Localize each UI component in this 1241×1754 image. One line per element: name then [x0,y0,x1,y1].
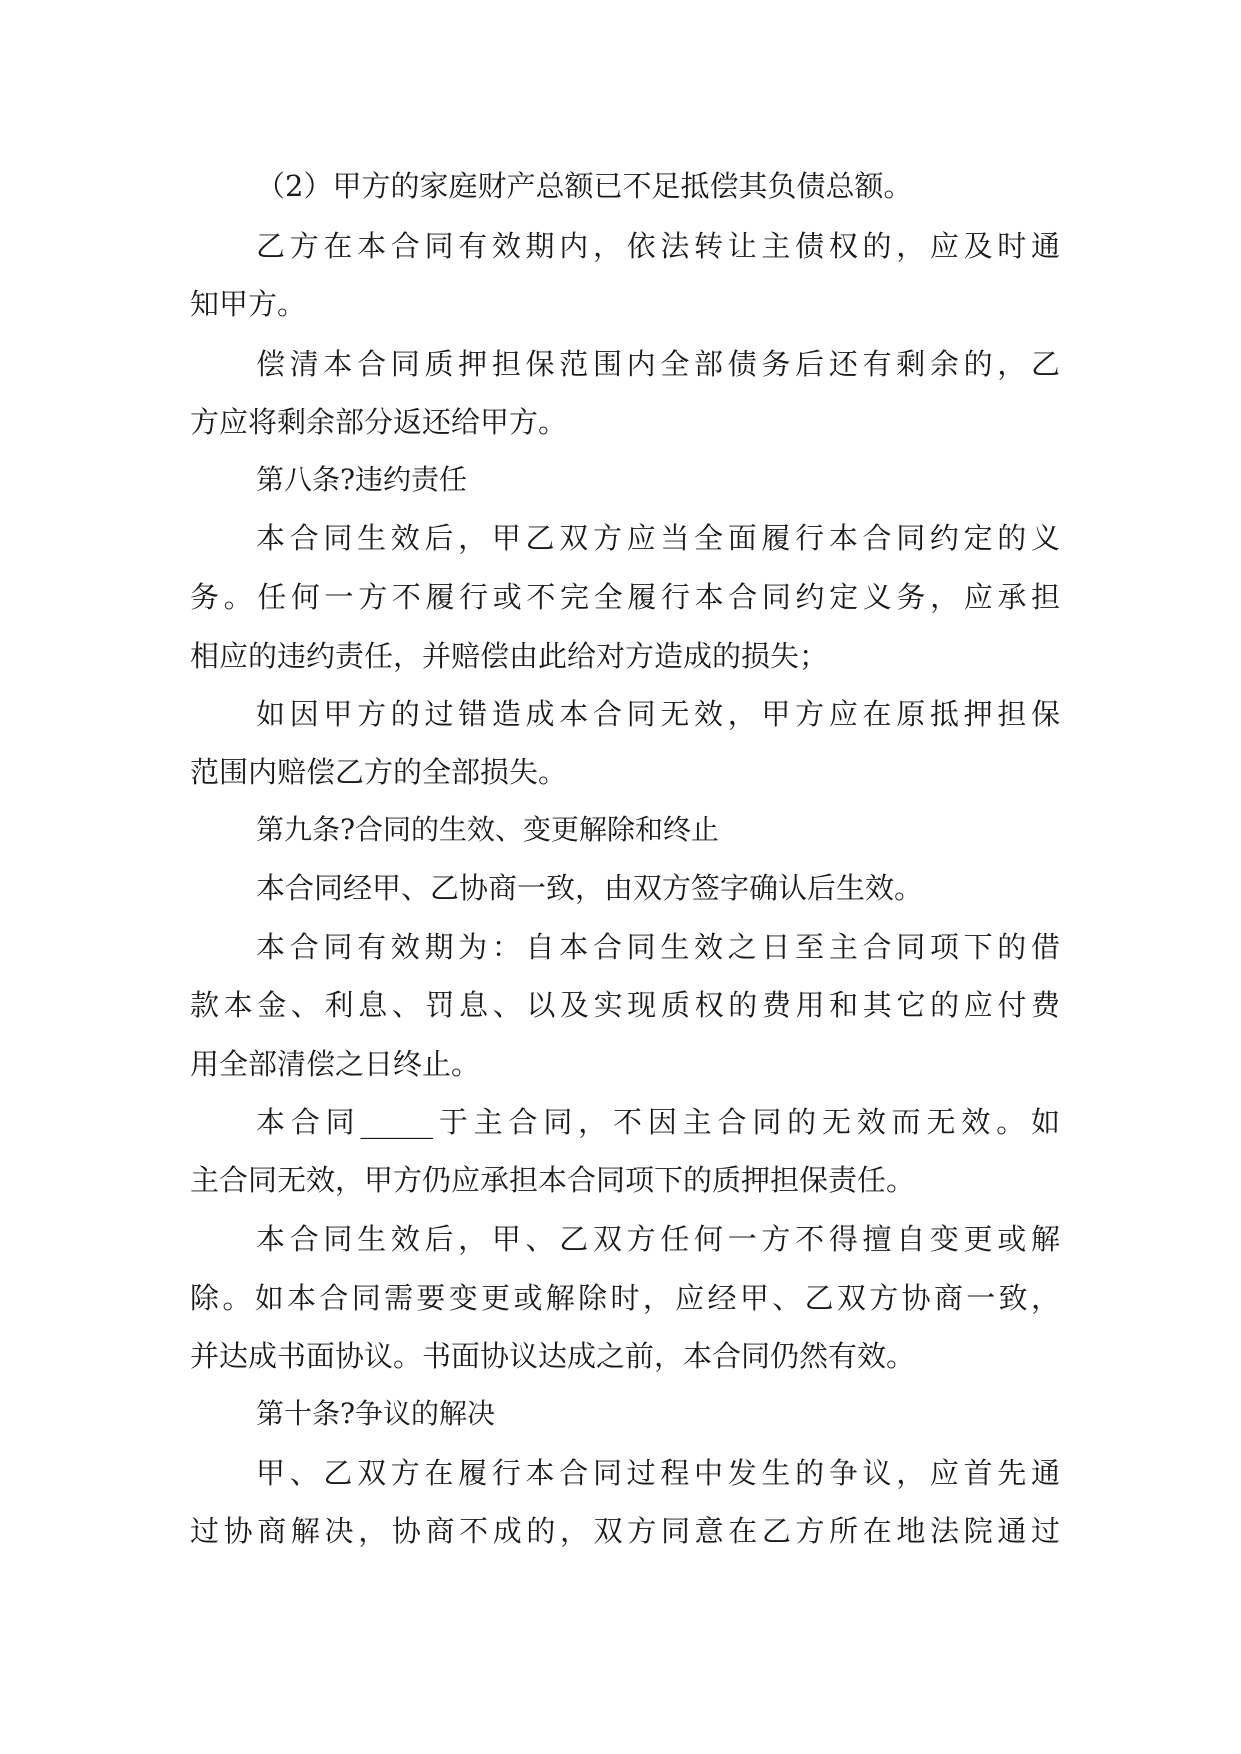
paragraph-line: 方应将剩余部分返还给甲方。 [190,405,568,439]
paragraph-line: 乙方在本合同有效期内，依法转让主债权的，应及时通 [256,229,1060,263]
paragraph-line: 款本金、利息、罚息、以及实现质权的费用和其它的应付费 [190,988,1060,1022]
paragraph-line: 本合同生效后，甲乙双方应当全面履行本合同约定的义 [256,521,1060,555]
paragraph-line: 本合同经甲、乙协商一致，由双方签字确认后生效。 [256,871,924,905]
paragraph-line: 主合同无效，甲方仍应承担本合同项下的质押担保责任。 [190,1163,916,1197]
paragraph-line: 相应的违约责任，并赔偿由此给对方造成的损失； [190,639,829,673]
paragraph-line: 务。任何一方不履行或不完全履行本合同约定义务，应承担 [190,580,1060,614]
paragraph-line: 本合同生效后，甲、乙双方任何一方不得擅自变更或解 [256,1222,1060,1256]
section-heading: 第九条?合同的生效、变更解除和终止 [256,813,720,846]
paragraph-line: 如因甲方的过错造成本合同无效，甲方应在原抵押担保 [256,697,1060,731]
paragraph-line: 用全部清偿之日终止。 [190,1047,481,1081]
paragraph-line: 甲、乙双方在履行本合同过程中发生的争议，应首先通 [256,1456,1060,1490]
paragraph-line: 范围内赔偿乙方的全部损失。 [190,755,568,789]
paragraph-line: （2）甲方的家庭财产总额已不足抵偿其负债总额。 [256,169,913,203]
section-heading: 第八条?违约责任 [256,463,468,496]
paragraph-line: 除。如本合同需要变更或解除时，应经甲、乙双方协商一致， [190,1281,1060,1315]
paragraph-line: 过协商解决，协商不成的，双方同意在乙方所在地法院通过 [190,1514,1060,1548]
section-heading: 第十条?争议的解决 [256,1397,496,1430]
paragraph-line: 知甲方。 [190,287,307,321]
paragraph-line: 本合同有效期为：自本合同生效之日至主合同项下的借 [256,930,1060,964]
paragraph-line: 偿清本合同质押担保范围内全部债务后还有剩余的，乙 [256,347,1060,381]
paragraph-line: 并达成书面协议。书面协议达成之前，本合同仍然有效。 [190,1339,916,1373]
paragraph-line: 本合同_____于主合同，不因主合同的无效而无效。如 [256,1105,1060,1139]
